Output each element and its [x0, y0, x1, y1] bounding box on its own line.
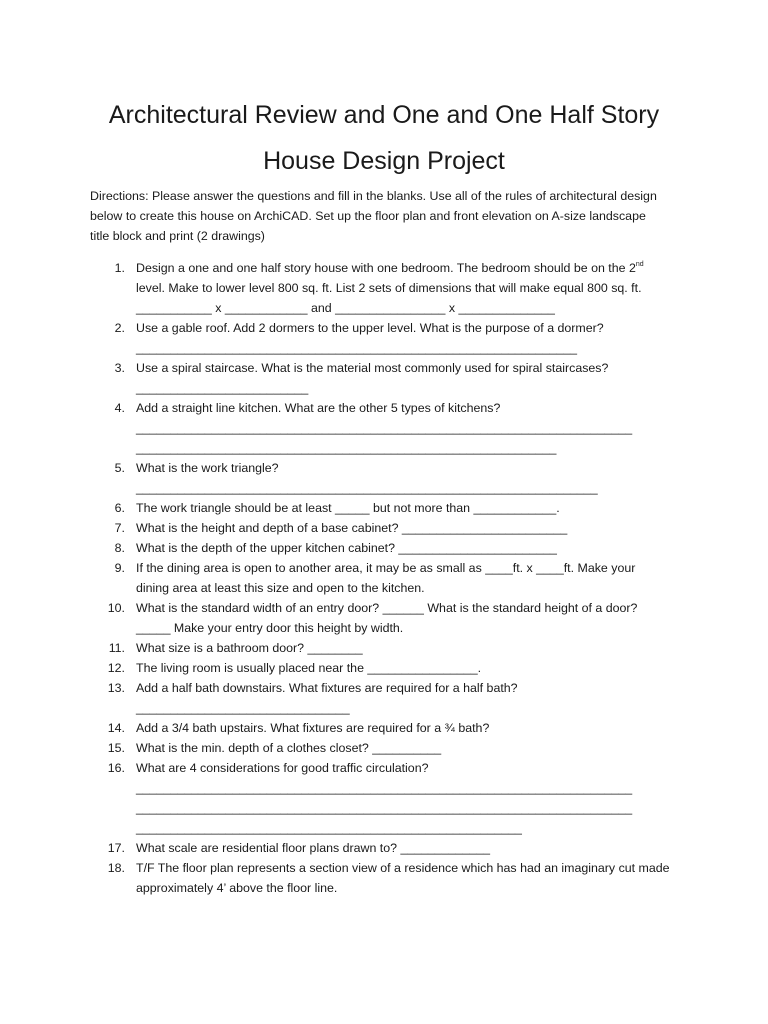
question-line: T/F The floor plan represents a section view of a residence which has had an imaginary cut made	[136, 861, 670, 875]
question-line: What size is a bathroom door? ________	[136, 641, 363, 655]
question-number: 15.	[107, 741, 125, 755]
question-number: 14.	[107, 721, 125, 735]
question-line: Design a one and one half story house with one bedroom. The bedroom should be on the 2nd	[136, 261, 644, 275]
question-line: ___________________________________________________________________	[136, 481, 598, 495]
question-line: What scale are residential floor plans drawn to? _____________	[136, 841, 491, 855]
question-text	[136, 518, 696, 538]
question-line: _______________________________	[136, 701, 350, 715]
question-line: The work triangle should be at least _____ but not more than ____________.	[136, 501, 560, 515]
question-line: approximately 4’ above the floor line.	[136, 881, 338, 895]
question-text	[136, 258, 696, 318]
question-number: 4.	[114, 401, 125, 415]
question-line: Add a straight line kitchen. What are the other 5 types of kitchens?	[136, 401, 501, 415]
question-text	[136, 858, 696, 898]
question-number: 13.	[107, 681, 125, 695]
question-text	[136, 638, 696, 658]
directions-line-2: below to create this house on ArchiCAD. Set up the floor plan and front elevation on A-size landscape	[90, 209, 646, 223]
question-line: What is the min. depth of a clothes closet? __________	[136, 741, 442, 755]
question-text	[136, 318, 696, 358]
question-text	[136, 738, 696, 758]
question-line: The living room is usually placed near the ________________.	[136, 661, 482, 675]
question-number: 3.	[114, 361, 125, 375]
question-number: 6.	[114, 501, 125, 515]
question-number: 2.	[114, 321, 125, 335]
directions-line-1: Directions: Please answer the questions and fill in the blanks. Use all of the rules of architectural design	[90, 189, 657, 203]
question-line: If the dining area is open to another area, it may be as small as ____ft. x ____ft. Make your	[136, 561, 636, 575]
question-text	[136, 538, 696, 558]
document-title	[60, 92, 708, 184]
question-line: level. Make to lower level 800 sq. ft. List 2 sets of dimensions that will make equal 800 sq. ft.	[136, 281, 642, 295]
question-line: What are 4 considerations for good traffic circulation?	[136, 761, 429, 775]
question-number: 1.	[114, 261, 125, 275]
question-line: ________________________________________________________________________	[136, 781, 633, 795]
question-line: What is the work triangle?	[136, 461, 279, 475]
question-number: 16.	[107, 761, 125, 775]
title-line-2: House Design Project	[263, 147, 505, 175]
question-text	[136, 398, 696, 458]
question-text	[136, 558, 696, 598]
question-line: ________________________________________________________________________	[136, 801, 633, 815]
question-line: What is the height and depth of a base cabinet? ________________________	[136, 521, 568, 535]
question-line: Use a spiral staircase. What is the material most commonly used for spiral staircases?	[136, 361, 609, 375]
question-line: Add a 3/4 bath upstairs. What fixtures are required for a ¾ bath?	[136, 721, 490, 735]
question-number: 11.	[108, 641, 125, 655]
question-text	[136, 838, 696, 858]
question-number: 12.	[107, 661, 125, 675]
question-line: Add a half bath downstairs. What fixtures are required for a half bath?	[136, 681, 518, 695]
question-text	[136, 758, 696, 838]
question-text	[136, 358, 696, 398]
question-number: 8.	[114, 541, 125, 555]
question-line: What is the depth of the upper kitchen cabinet? _______________________	[136, 541, 557, 555]
directions-paragraph	[90, 186, 690, 246]
superscript: nd	[635, 261, 644, 268]
question-text	[136, 718, 696, 738]
question-number: 18.	[107, 861, 125, 875]
question-text	[136, 458, 696, 498]
question-text	[136, 498, 696, 518]
question-line: _________________________	[136, 381, 309, 395]
directions-line-3: title block and print (2 drawings)	[90, 229, 265, 243]
question-line: _____ Make your entry door this height by width.	[136, 621, 404, 635]
question-line: What is the standard width of an entry door? ______ What is the standard height of a door?	[136, 601, 638, 615]
question-number: 10.	[107, 601, 125, 615]
question-line: ________________________________________________________________	[136, 341, 578, 355]
question-text	[136, 678, 696, 718]
question-text	[136, 658, 696, 678]
question-line: ___________ x ____________ and ________________ x ______________	[136, 301, 555, 315]
question-text	[136, 598, 696, 638]
question-line: _____________________________________________________________	[136, 441, 557, 455]
question-number: 9.	[114, 561, 125, 575]
question-number: 17.	[107, 841, 125, 855]
question-line: Use a gable roof. Add 2 dormers to the upper level. What is the purpose of a dormer?	[136, 321, 604, 335]
question-number: 5.	[114, 461, 125, 475]
title-line-1: Architectural Review and One and One Half Story	[108, 101, 660, 129]
question-line: ________________________________________________________	[136, 821, 522, 835]
question-number: 7.	[114, 521, 125, 535]
question-line: dining area at least this size and open to the kitchen.	[136, 581, 425, 595]
question-line: ________________________________________________________________________	[136, 421, 633, 435]
